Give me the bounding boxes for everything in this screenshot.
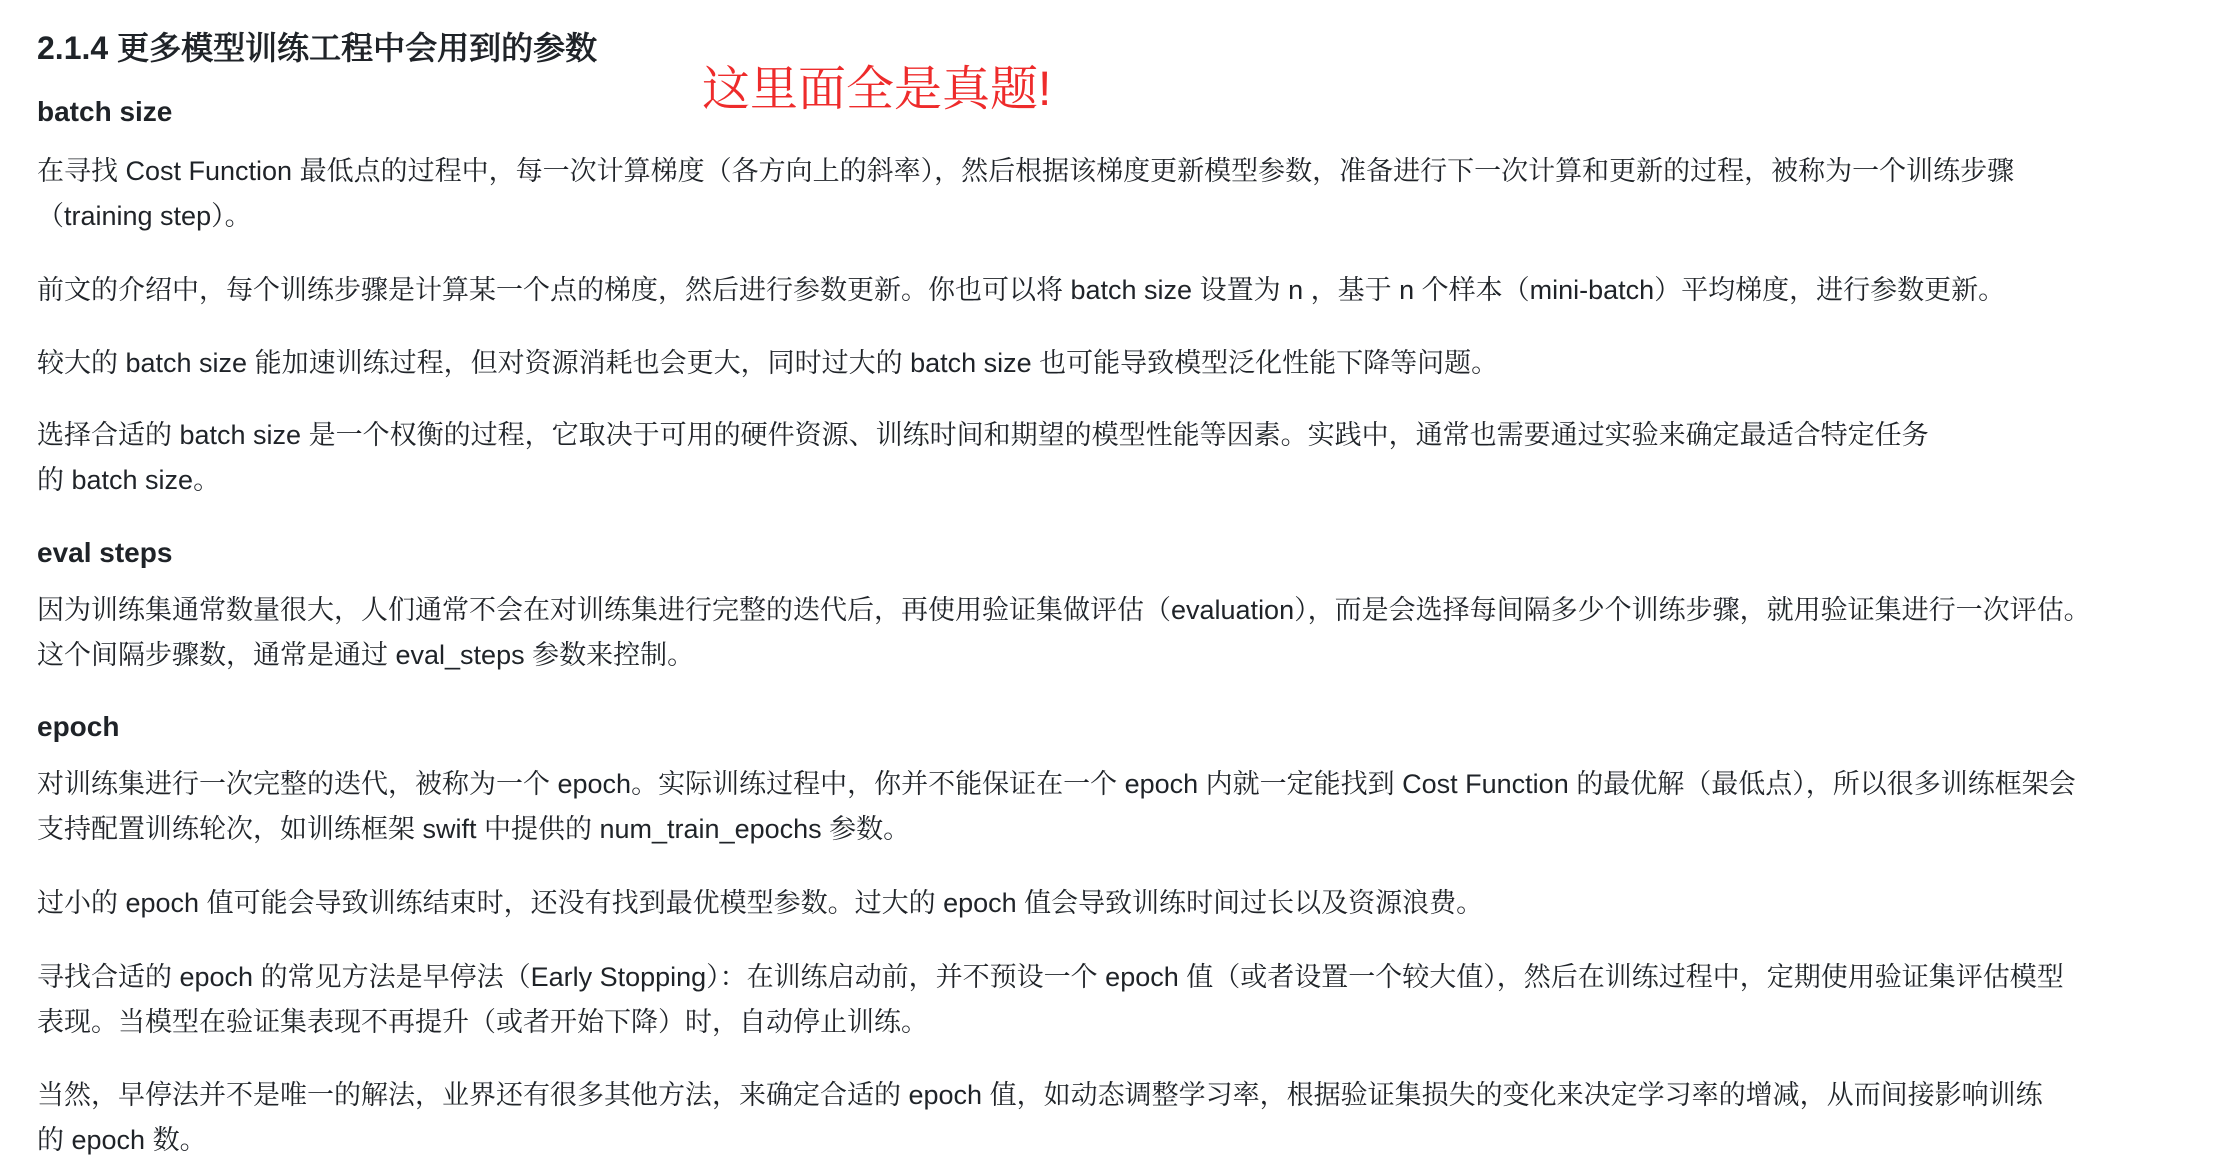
paragraph-line: 前文的介绍中，每个训练步骤是计算某一个点的梯度，然后进行参数更新。你也可以将 batch size 设置为 n ，基于 n 个样本（mini-batch）平均梯度，进行参数更新。 (37, 275, 2006, 305)
paragraph-line: （training step）。 (37, 201, 252, 231)
heading-epoch: epoch (37, 711, 120, 742)
paragraph-line: 较大的 batch size 能加速训练过程，但对资源消耗也会更大，同时过大的 batch size 也可能导致模型泛化性能下降等问题。 (37, 348, 1499, 378)
paragraph-line: 表现。当模型在验证集表现不再提升（或者开始下降）时，自动停止训练。 (37, 1007, 928, 1037)
paragraph-line: 在寻找 Cost Function 最低点的过程中，每一次计算梯度（各方向上的斜率），然后根据该梯度更新模型参数，准备进行下一次计算和更新的过程，被称为一个训练步骤 (37, 156, 2015, 186)
paragraph-line: 当然，早停法并不是唯一的解法，业界还有很多其他方法，来确定合适的 epoch 值，如动态调整学习率，根据验证集损失的变化来决定学习率的增减，从而间接影响训练 (37, 1080, 2043, 1110)
paragraph-line: 这个间隔步骤数，通常是通过 eval_steps 参数来控制。 (37, 640, 695, 670)
paragraph-epoch-3 (37, 955, 2197, 1045)
paragraph-line: 支持配置训练轮次，如训练框架 swift 中提供的 num_train_epochs 参数。 (37, 814, 911, 844)
paragraph-epoch-1 (37, 762, 2197, 852)
paragraph-line: 过小的 epoch 值可能会导致训练结束时，还没有找到最优模型参数。过大的 epoch 值会导致训练时间过长以及资源浪费。 (37, 888, 1484, 918)
paragraph-line: 的 batch size。 (37, 465, 221, 495)
paragraph-eval-steps-1 (37, 588, 2197, 678)
paragraph-line: 因为训练集通常数量很大，人们通常不会在对训练集进行完整的迭代后，再使用验证集做评估（evaluation），而是会选择每间隔多少个训练步骤，就用验证集进行一次评估。 (37, 595, 2091, 625)
paragraph-line: 对训练集进行一次完整的迭代，被称为一个 epoch。实际训练过程中，你并不能保证在一个 epoch 内就一定能找到 Cost Function 的最优解（最低点），所以很多训练框架会 (37, 769, 2076, 799)
red-annotation: 这里面全是真题! (702, 63, 1052, 116)
paragraph-line: 的 epoch 数。 (37, 1125, 207, 1155)
paragraph-batch-size-1 (37, 149, 2197, 239)
paragraph-epoch-4 (37, 1073, 2197, 1163)
paragraph-batch-size-3 (37, 341, 2197, 386)
heading-batch-size: batch size (37, 96, 173, 127)
paragraph-line: 寻找合适的 epoch 的常见方法是早停法（Early Stopping）：在训练启动前，并不预设一个 epoch 值（或者设置一个较大值），然后在训练过程中，定期使用验证集评估模型 (37, 962, 2064, 992)
heading-eval-steps: eval steps (37, 537, 173, 568)
section-title: 2.1.4 更多模型训练工程中会用到的参数 (37, 30, 598, 66)
paragraph-line: 选择合适的 batch size 是一个权衡的过程，它取决于可用的硬件资源、训练时间和期望的模型性能等因素。实践中，通常也需要通过实验来确定最适合特定任务 (37, 420, 1929, 450)
paragraph-batch-size-2 (37, 268, 2197, 313)
paragraph-batch-size-4 (37, 413, 2197, 503)
paragraph-epoch-2 (37, 881, 2197, 926)
